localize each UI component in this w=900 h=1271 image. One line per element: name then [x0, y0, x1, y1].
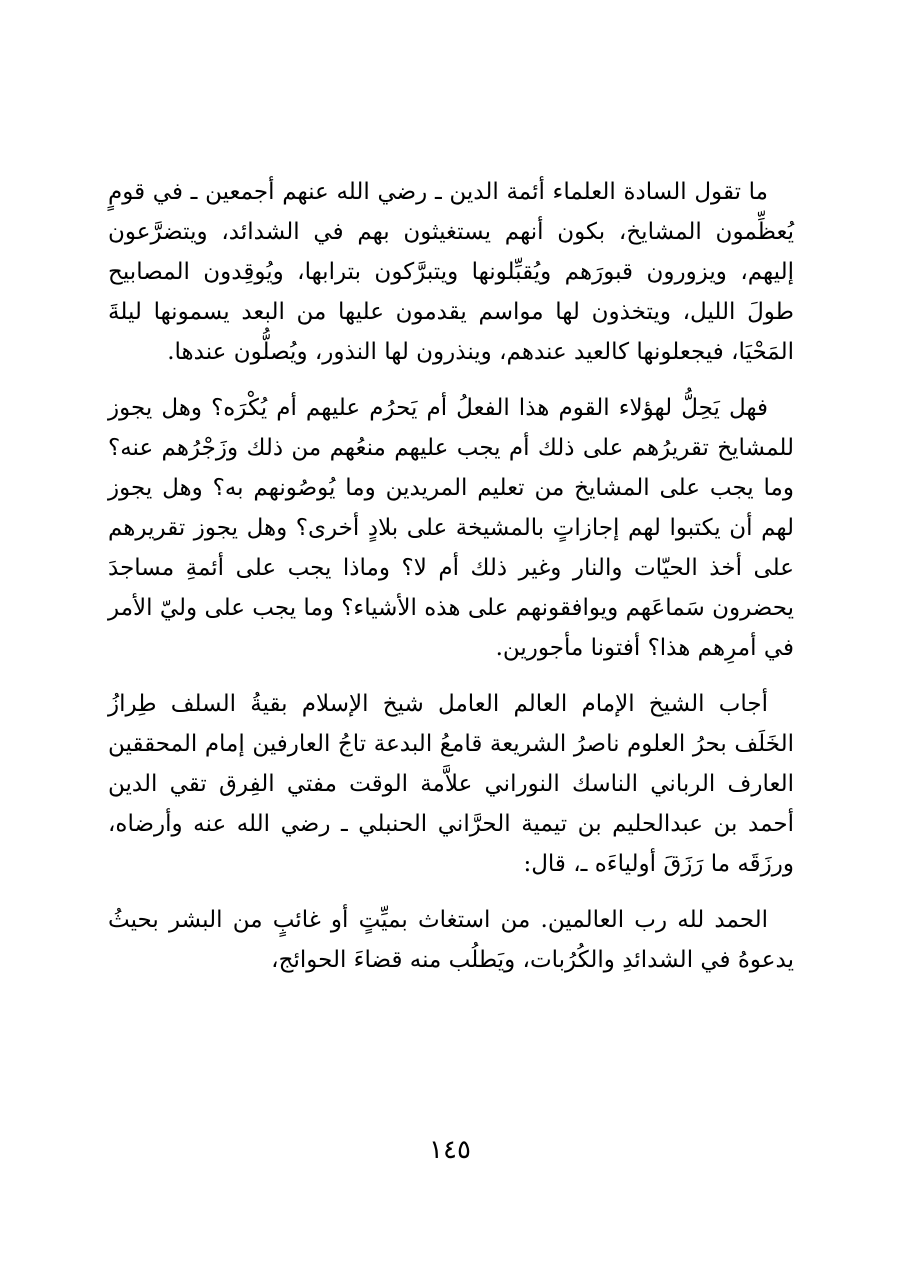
page-number: ١٤٥	[429, 1135, 471, 1165]
answer-introduction-paragraph: أجاب الشيخ الإمام العالم العامل شيخ الإسلام بقيةُ السلف طِرازُ الخَلَف بحرُ العلوم ناصرُ الشريعة قامعُ البدعة تاجُ العارفين إمام المحققين العارف الرباني الناسك النوراني علاَّمة الوقت مفتي الفِرق تقي الدين أحمد بن عبدالحليم بن تيمية الحرَّاني الحنبلي ـ رضي الله عنه وأرضاه، ورزَقَه ما رَزَقَ أولياءَه ـ، قال:	[108, 691, 794, 877]
question-paragraph-1: ما تقول السادة العلماء أئمة الدين ـ رضي الله عنهم أجمعين ـ في قومٍ يُعظِّمون المشايخ، بكون أنهم يستغيثون بهم في الشدائد، ويتضرَّعون إليهم، ويزورون قبورَهم ويُقبِّلونها ويتبرَّكون بترابها، ويُوقِدون المصابيح طولَ الليل، ويتخذون لها مواسم يقدمون عليها من البعد يسمونها ليلةَ المَحْيَا، فيجعلونها كالعيد عندهم، وينذرون لها النذور، ويُصلُّون عندها.	[108, 179, 794, 365]
question-paragraph-2: فهل يَحِلُّ لهؤلاء القوم هذا الفعلُ أم يَحرُم عليهم أم يُكْرَه؟ وهل يجوز للمشايخ تقريرُهم على ذلك أم يجب عليهم منعُهم من ذلك وزَجْرُهم عنه؟ وما يجب على المشايخ من تعليم المريدين وما يُوصُونهم به؟ وهل يجوز لهم أن يكتبوا لهم إجازاتٍ بالمشيخة على بلادٍ أخرى؟ وهل يجوز تقريرهم على أخذ الحيّات والنار وغير ذلك أم لا؟ وماذا يجب على أئمةِ مساجدَ يحضرون سَماعَهم ويوافقونهم على هذه الأشياء؟ وما يجب على وليّ الأمر في أمرِهم هذا؟ أفتونا مأجورين.	[108, 395, 794, 661]
answer-paragraph: الحمد لله رب العالمين. من استغاث بميِّتٍ أو غائبٍ من البشر بحيثُ يدعوهُ في الشدائدِ والكُرُبات، ويَطلُب منه قضاءَ الحوائج،	[108, 907, 794, 973]
document-body	[108, 172, 794, 980]
